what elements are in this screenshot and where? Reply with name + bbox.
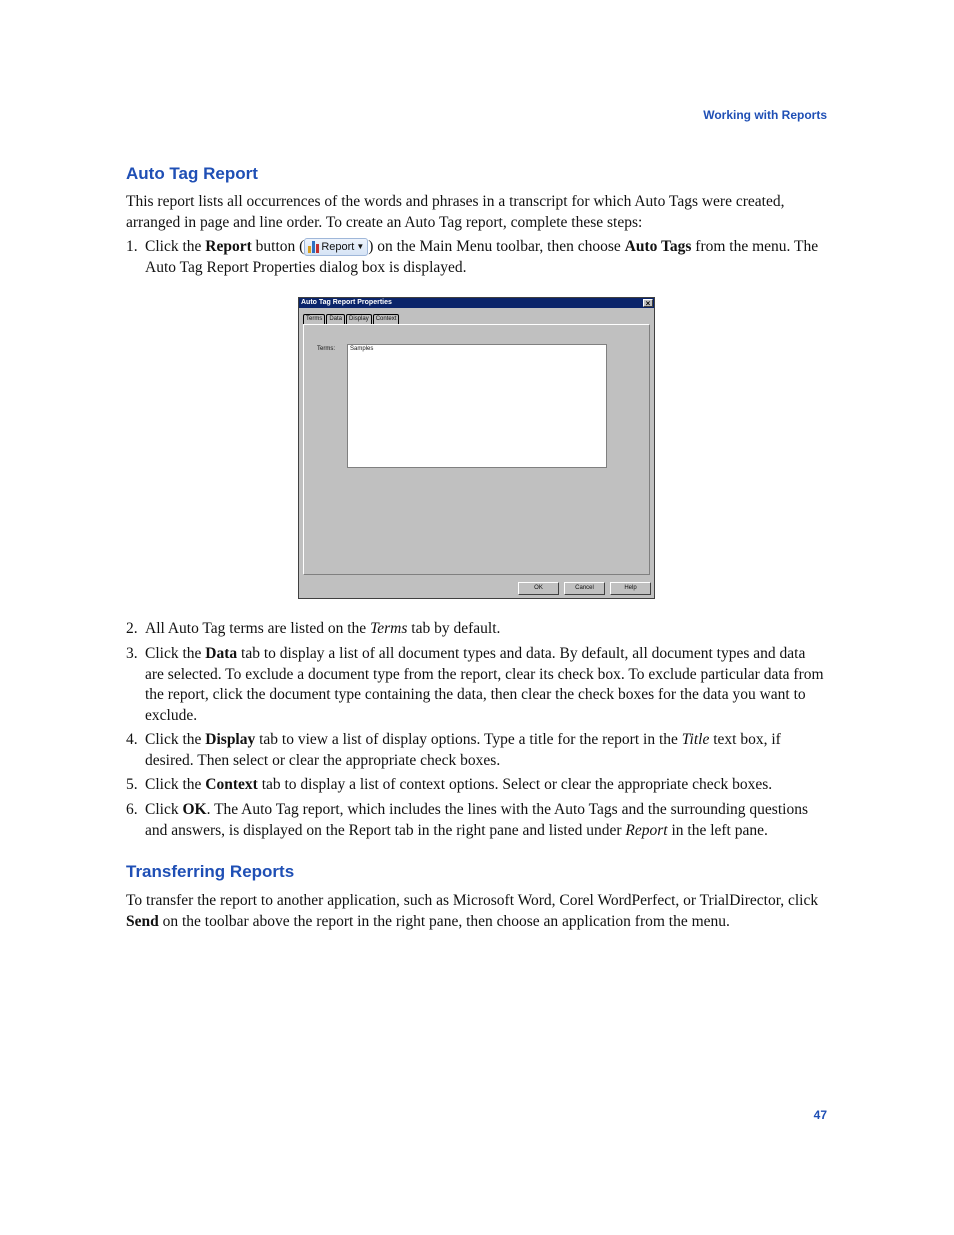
ok-button[interactable]: OK	[518, 582, 559, 595]
step-text: All Auto Tag terms are listed on the Terms tab by default.	[145, 620, 501, 637]
tab-display[interactable]: Display	[346, 314, 372, 325]
bar-chart-icon	[308, 241, 319, 253]
step-1	[126, 237, 826, 278]
intro-paragraph: This report lists all occurrences of the words and phrases in a transcript for which Auto Tags were created, arranged in page and line order. To create an Auto Tag report, complete these steps:	[126, 193, 785, 231]
running-head: Working with Reports	[703, 108, 827, 122]
step-text: Click the Display tab to view a list of display options. Type a title for the report in the Title text box, if desired. Then select or clear the appropriate check boxes.	[145, 731, 781, 769]
step-text: Click the Data tab to display a list of all document types and data. By default, all document types and data are selected. To exclude a document type from the report, clear its check box. To exclude particular data from the report, click the document type containing the data, then clear the check boxes for the data you want to exclude.	[145, 645, 824, 724]
report-button-image: Report ▼	[304, 238, 368, 256]
help-button[interactable]: Help	[610, 582, 651, 595]
step-number: 2.	[126, 620, 138, 637]
tab-context[interactable]: Context	[373, 314, 400, 325]
close-icon[interactable]: ×	[643, 299, 653, 307]
page-number: 47	[813, 1108, 827, 1122]
terms-label: Terms:	[317, 346, 335, 352]
step-5	[126, 775, 826, 796]
step-text: Click the Report button ( Report ▼ ) on the Main Menu toolbar, then choose Auto Tags from the menu. The Auto Tag Report Properties dialog box is displayed.	[145, 238, 819, 276]
step-4	[126, 730, 826, 771]
auto-tag-report-properties-dialog	[298, 297, 655, 599]
step-text: Click the Context tab to display a list of context options. Select or clear the appropriate check boxes.	[145, 776, 773, 793]
section-heading-transferring-reports: Transferring Reports	[126, 862, 295, 881]
transfer-paragraph: To transfer the report to another application, such as Microsoft Word, Corel WordPerfect, or TrialDirector, click Send on the toolbar above the report in the right pane, then choose an application from the menu.	[126, 892, 819, 930]
step-number: 5.	[126, 776, 138, 793]
step-number: 1.	[126, 238, 138, 255]
tab-data[interactable]: Data	[326, 314, 345, 325]
step-3	[126, 644, 826, 726]
step-2	[126, 619, 826, 640]
step-6	[126, 800, 826, 841]
section-heading-auto-tag-report: Auto Tag Report	[126, 164, 258, 183]
step-number: 3.	[126, 645, 138, 662]
terms-listbox[interactable]	[347, 344, 607, 468]
tab-terms[interactable]: Terms	[303, 314, 325, 325]
step-number: 6.	[126, 801, 138, 818]
chevron-down-icon: ▼	[356, 241, 365, 251]
cancel-button[interactable]: Cancel	[564, 582, 605, 595]
step-number: 4.	[126, 731, 138, 748]
step-text: Click OK. The Auto Tag report, which includes the lines with the Auto Tags and the surrounding questions and answers, is displayed on the Report tab in the right pane and listed under Report in the left pane.	[145, 801, 808, 839]
dialog-title: Auto Tag Report Properties	[301, 299, 392, 306]
dialog-titlebar	[299, 298, 654, 308]
terms-item[interactable]: Samples	[350, 346, 374, 352]
